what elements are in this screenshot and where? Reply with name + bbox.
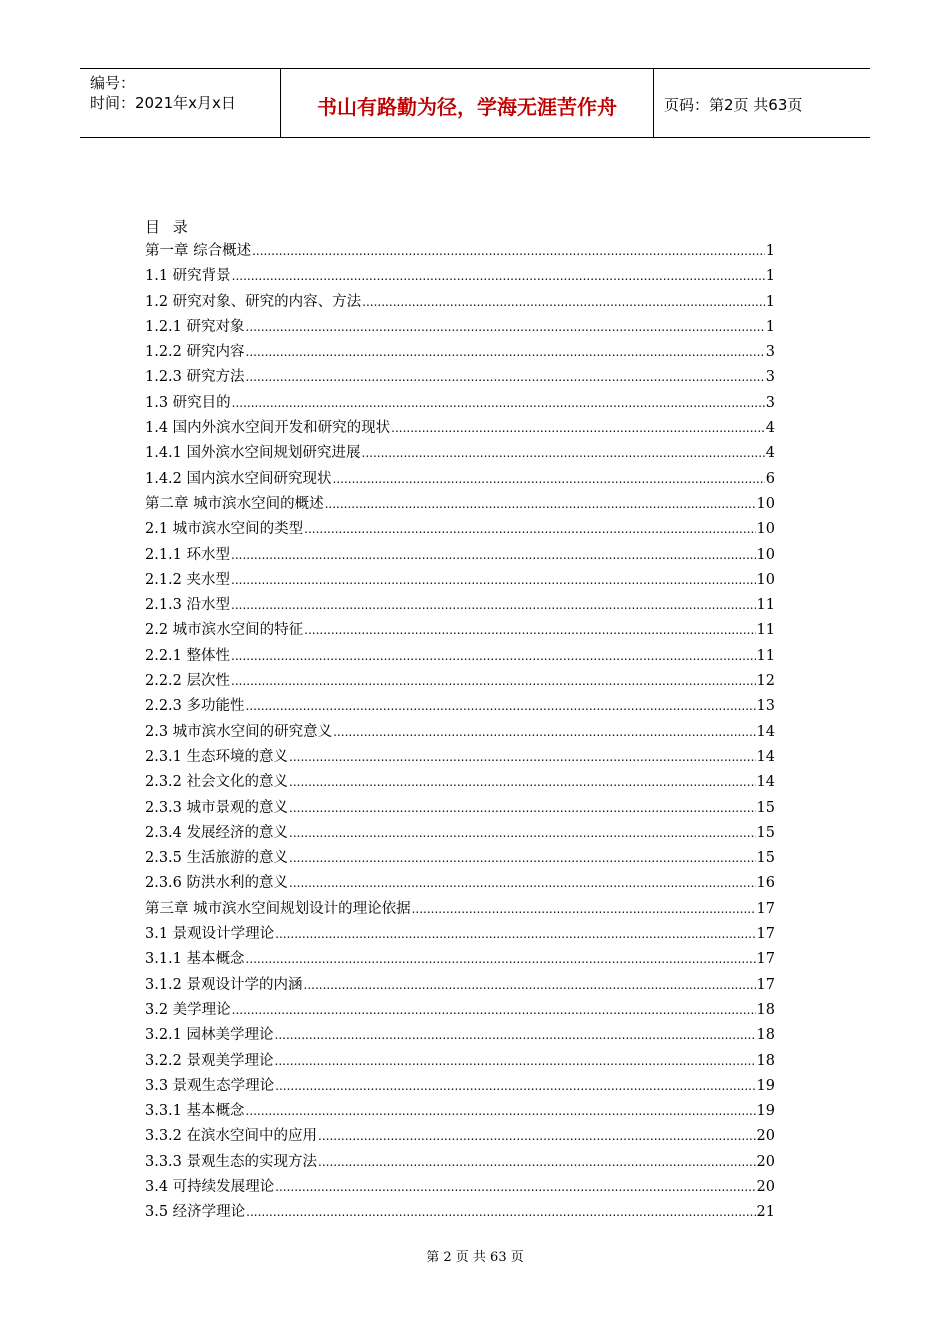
- toc-entry-label: 2.2.1 整体性: [145, 647, 231, 664]
- toc-entry[interactable]: [145, 897, 775, 922]
- toc-entry[interactable]: [145, 947, 775, 972]
- toc-dot-leader: [231, 649, 756, 663]
- toc-entry[interactable]: [145, 694, 775, 719]
- toc-entry[interactable]: [145, 1049, 775, 1074]
- toc-entry-page: 14: [756, 774, 775, 791]
- toc-entry-page: 1: [765, 268, 775, 285]
- toc-entry[interactable]: [145, 441, 775, 466]
- toc-entry-label: 3.3.2 在滨水空间中的应用: [145, 1128, 318, 1145]
- toc-entry-page: 17: [756, 900, 775, 917]
- toc-entry-label: 2.2.3 多功能性: [145, 698, 245, 715]
- toc-dot-leader: [231, 598, 756, 612]
- toc-entry-page: 11: [756, 597, 775, 614]
- toc-entry-label: 1.2.3 研究方法: [145, 369, 245, 386]
- toc-entry-page: 10: [756, 571, 775, 588]
- toc-dot-leader: [232, 1003, 756, 1017]
- toc-dot-leader: [232, 269, 765, 283]
- toc-entry-label: 1.3 研究目的: [145, 394, 231, 411]
- toc-entry-page: 14: [756, 723, 775, 740]
- toc-entry-label: 2.3.6 防洪水利的意义: [145, 875, 289, 892]
- toc-entry-label: 2.3.5 生活旅游的意义: [145, 850, 289, 867]
- toc-entry-label: 3.3 景观生态学理论: [145, 1077, 275, 1094]
- toc-entry-label: 3.2.2 景观美学理论: [145, 1052, 274, 1069]
- toc-dot-leader: [246, 952, 756, 966]
- toc-entry-page: 19: [756, 1077, 775, 1094]
- toc-entry[interactable]: [145, 720, 775, 745]
- toc-entry-label: 2.2.2 层次性: [145, 673, 231, 690]
- toc-dot-leader: [275, 1028, 756, 1042]
- toc-dot-leader: [318, 1129, 756, 1143]
- toc-entry-label: 1.2.1 研究对象: [145, 318, 245, 335]
- toc-entry-label: 3.4 可持续发展理论: [145, 1178, 275, 1195]
- toc-dot-leader: [246, 370, 765, 384]
- toc-dot-leader: [304, 623, 755, 637]
- toc-entry-page: 17: [756, 951, 775, 968]
- toc-entry[interactable]: [145, 871, 775, 896]
- toc-entry-label: 2.1.3 沿水型: [145, 597, 231, 614]
- toc-entry[interactable]: [145, 1200, 775, 1225]
- toc-entry[interactable]: [145, 290, 775, 315]
- toc-dot-leader: [318, 1155, 756, 1169]
- toc-entry-page: 1: [765, 293, 775, 310]
- toc-entry-label: 第一章 综合概述: [145, 243, 252, 259]
- toc-entry-page: 6: [765, 470, 775, 487]
- toc-entry-label: 2.3.2 社会文化的意义: [145, 774, 289, 791]
- toc-entry-label: 第二章 城市滨水空间的概述: [145, 495, 324, 512]
- toc-dot-leader: [289, 876, 756, 890]
- toc-entry-label: 3.2 美学理论: [145, 1001, 231, 1018]
- toc-entry[interactable]: [145, 1150, 775, 1175]
- toc-dot-leader: [391, 421, 765, 435]
- toc-entry-label: 第三章 城市滨水空间规划设计的理论依据: [145, 900, 411, 917]
- toc-entry-label: 2.1 城市滨水空间的类型: [145, 521, 304, 538]
- toc-entry-label: 3.3.1 基本概念: [145, 1103, 245, 1120]
- toc-entry[interactable]: [145, 543, 775, 568]
- toc-entry-label: 2.1.1 环水型: [145, 546, 231, 563]
- toc-entry-label: 3.3.3 景观生态的实现方法: [145, 1153, 318, 1170]
- toc-dot-leader: [362, 446, 765, 460]
- toc-entry-page: 18: [756, 1052, 775, 1069]
- toc-entry-page: 20: [756, 1128, 775, 1145]
- toc-entry[interactable]: [145, 593, 775, 618]
- toc-entry-page: 14: [756, 748, 775, 765]
- toc-entry[interactable]: [145, 821, 775, 846]
- toc-entry[interactable]: [145, 973, 775, 998]
- toc-entry-page: 20: [756, 1153, 775, 1170]
- toc-entry-page: 21: [756, 1204, 775, 1221]
- toc-entry-page: 10: [756, 546, 775, 563]
- toc-entry-label: 3.2.1 园林美学理论: [145, 1027, 274, 1044]
- toc-dot-leader: [246, 1104, 756, 1118]
- toc-entry[interactable]: [145, 365, 775, 390]
- toc-entry[interactable]: [145, 467, 775, 492]
- header-motto: 书山有路勤为径，学海无涯苦作舟: [281, 69, 654, 137]
- toc-entry[interactable]: [145, 1074, 775, 1099]
- time-label: 时间：2021年x月x日: [90, 94, 236, 112]
- toc-entry[interactable]: [145, 644, 775, 669]
- toc-entry-page: 4: [765, 420, 775, 437]
- toc-entry-label: 2.2 城市滨水空间的特征: [145, 622, 304, 639]
- toc-dot-leader: [231, 674, 756, 688]
- toc-entry-label: 2.3.1 生态环境的意义: [145, 748, 289, 765]
- toc-entry[interactable]: [145, 796, 775, 821]
- toc-dot-leader: [289, 851, 756, 865]
- toc-entry-page: 15: [756, 850, 775, 867]
- toc-dot-leader: [246, 320, 765, 334]
- toc-entry-label: 1.4.1 国外滨水空间规划研究进展: [145, 445, 361, 462]
- header-page-info: 页码：第2页 共63页: [664, 95, 803, 114]
- toc-entry[interactable]: [145, 669, 775, 694]
- toc-dot-leader: [246, 345, 765, 359]
- toc-dot-leader: [275, 927, 755, 941]
- toc-dot-leader: [333, 725, 755, 739]
- toc-dot-leader: [246, 699, 756, 713]
- toc-entry-page: 17: [756, 926, 775, 943]
- toc-dot-leader: [412, 902, 756, 916]
- number-label: 编号：: [90, 74, 136, 92]
- toc-dot-leader: [275, 1079, 755, 1093]
- toc-entry[interactable]: [145, 846, 775, 871]
- toc-entry[interactable]: [145, 340, 775, 365]
- toc-entry[interactable]: [145, 922, 775, 947]
- toc-entry[interactable]: [145, 416, 775, 441]
- toc-entry[interactable]: [145, 1099, 775, 1124]
- toc-entry-page: 17: [756, 976, 775, 993]
- toc-entry-label: 3.1.1 基本概念: [145, 951, 245, 968]
- toc-entry[interactable]: [145, 239, 775, 264]
- toc-entry-page: 16: [756, 875, 775, 892]
- toc-dot-leader: [333, 472, 765, 486]
- toc-entry[interactable]: [145, 517, 775, 542]
- toc-entry-page: 18: [756, 1027, 775, 1044]
- toc-entry-page: 10: [756, 495, 775, 512]
- toc-entry-label: 2.1.2 夹水型: [145, 571, 231, 588]
- toc-entry[interactable]: [145, 315, 775, 340]
- toc-dot-leader: [304, 522, 755, 536]
- toc-dot-leader: [289, 750, 756, 764]
- table-of-contents: [145, 239, 775, 1226]
- toc-entry-label: 3.1 景观设计学理论: [145, 926, 275, 943]
- toc-entry-page: 15: [756, 824, 775, 841]
- toc-dot-leader: [252, 244, 765, 258]
- toc-entry-page: 18: [756, 1001, 775, 1018]
- toc-dot-leader: [275, 1054, 756, 1068]
- toc-dot-leader: [325, 497, 756, 511]
- toc-entry[interactable]: [145, 1023, 775, 1048]
- toc-entry[interactable]: [145, 492, 775, 517]
- toc-entry-label: 1.2.2 研究内容: [145, 344, 245, 361]
- toc-entry-page: 11: [756, 622, 775, 639]
- toc-dot-leader: [304, 978, 756, 992]
- toc-entry[interactable]: [145, 1175, 775, 1200]
- toc-entry-page: 20: [756, 1178, 775, 1195]
- toc-entry-page: 11: [756, 647, 775, 664]
- toc-dot-leader: [289, 775, 756, 789]
- toc-entry[interactable]: [145, 1124, 775, 1149]
- toc-title: 目 录: [145, 218, 192, 236]
- toc-entry[interactable]: [145, 998, 775, 1023]
- toc-entry[interactable]: [145, 264, 775, 289]
- toc-entry-label: 3.1.2 景观设计学的内涵: [145, 976, 303, 993]
- toc-entry-label: 2.3.4 发展经济的意义: [145, 824, 289, 841]
- toc-dot-leader: [231, 548, 756, 562]
- toc-entry-page: 15: [756, 799, 775, 816]
- toc-entry-page: 3: [765, 344, 775, 361]
- toc-entry-page: 19: [756, 1103, 775, 1120]
- toc-entry[interactable]: [145, 391, 775, 416]
- toc-dot-leader: [246, 1205, 755, 1219]
- toc-entry[interactable]: [145, 770, 775, 795]
- toc-entry-label: 1.2 研究对象、研究的内容、方法: [145, 293, 362, 310]
- toc-dot-leader: [289, 801, 756, 815]
- toc-entry-page: 13: [756, 698, 775, 715]
- toc-dot-leader: [289, 826, 756, 840]
- toc-entry-page: 12: [756, 673, 775, 690]
- toc-dot-leader: [362, 295, 765, 309]
- toc-dot-leader: [232, 396, 765, 410]
- toc-entry-page: 10: [756, 521, 775, 538]
- toc-entry[interactable]: [145, 745, 775, 770]
- toc-entry-label: 2.3.3 城市景观的意义: [145, 799, 289, 816]
- toc-entry[interactable]: [145, 568, 775, 593]
- toc-entry-label: 1.1 研究背景: [145, 268, 231, 285]
- toc-dot-leader: [275, 1180, 755, 1194]
- toc-entry-page: 1: [765, 243, 775, 259]
- toc-dot-leader: [231, 573, 756, 587]
- toc-entry-page: 3: [765, 394, 775, 411]
- header-meta: [80, 69, 281, 137]
- toc-entry-page: 4: [765, 445, 775, 462]
- toc-entry-page: 1: [765, 318, 775, 335]
- document-header: [80, 68, 870, 138]
- toc-entry-label: 1.4 国内外滨水空间开发和研究的现状: [145, 420, 391, 437]
- toc-entry[interactable]: [145, 618, 775, 643]
- page-footer: 第 2 页 共 63 页: [426, 1250, 524, 1265]
- toc-entry-label: 3.5 经济学理论: [145, 1204, 246, 1221]
- toc-entry-page: 3: [765, 369, 775, 386]
- toc-entry-label: 2.3 城市滨水空间的研究意义: [145, 723, 333, 740]
- toc-entry-label: 1.4.2 国内滨水空间研究现状: [145, 470, 332, 487]
